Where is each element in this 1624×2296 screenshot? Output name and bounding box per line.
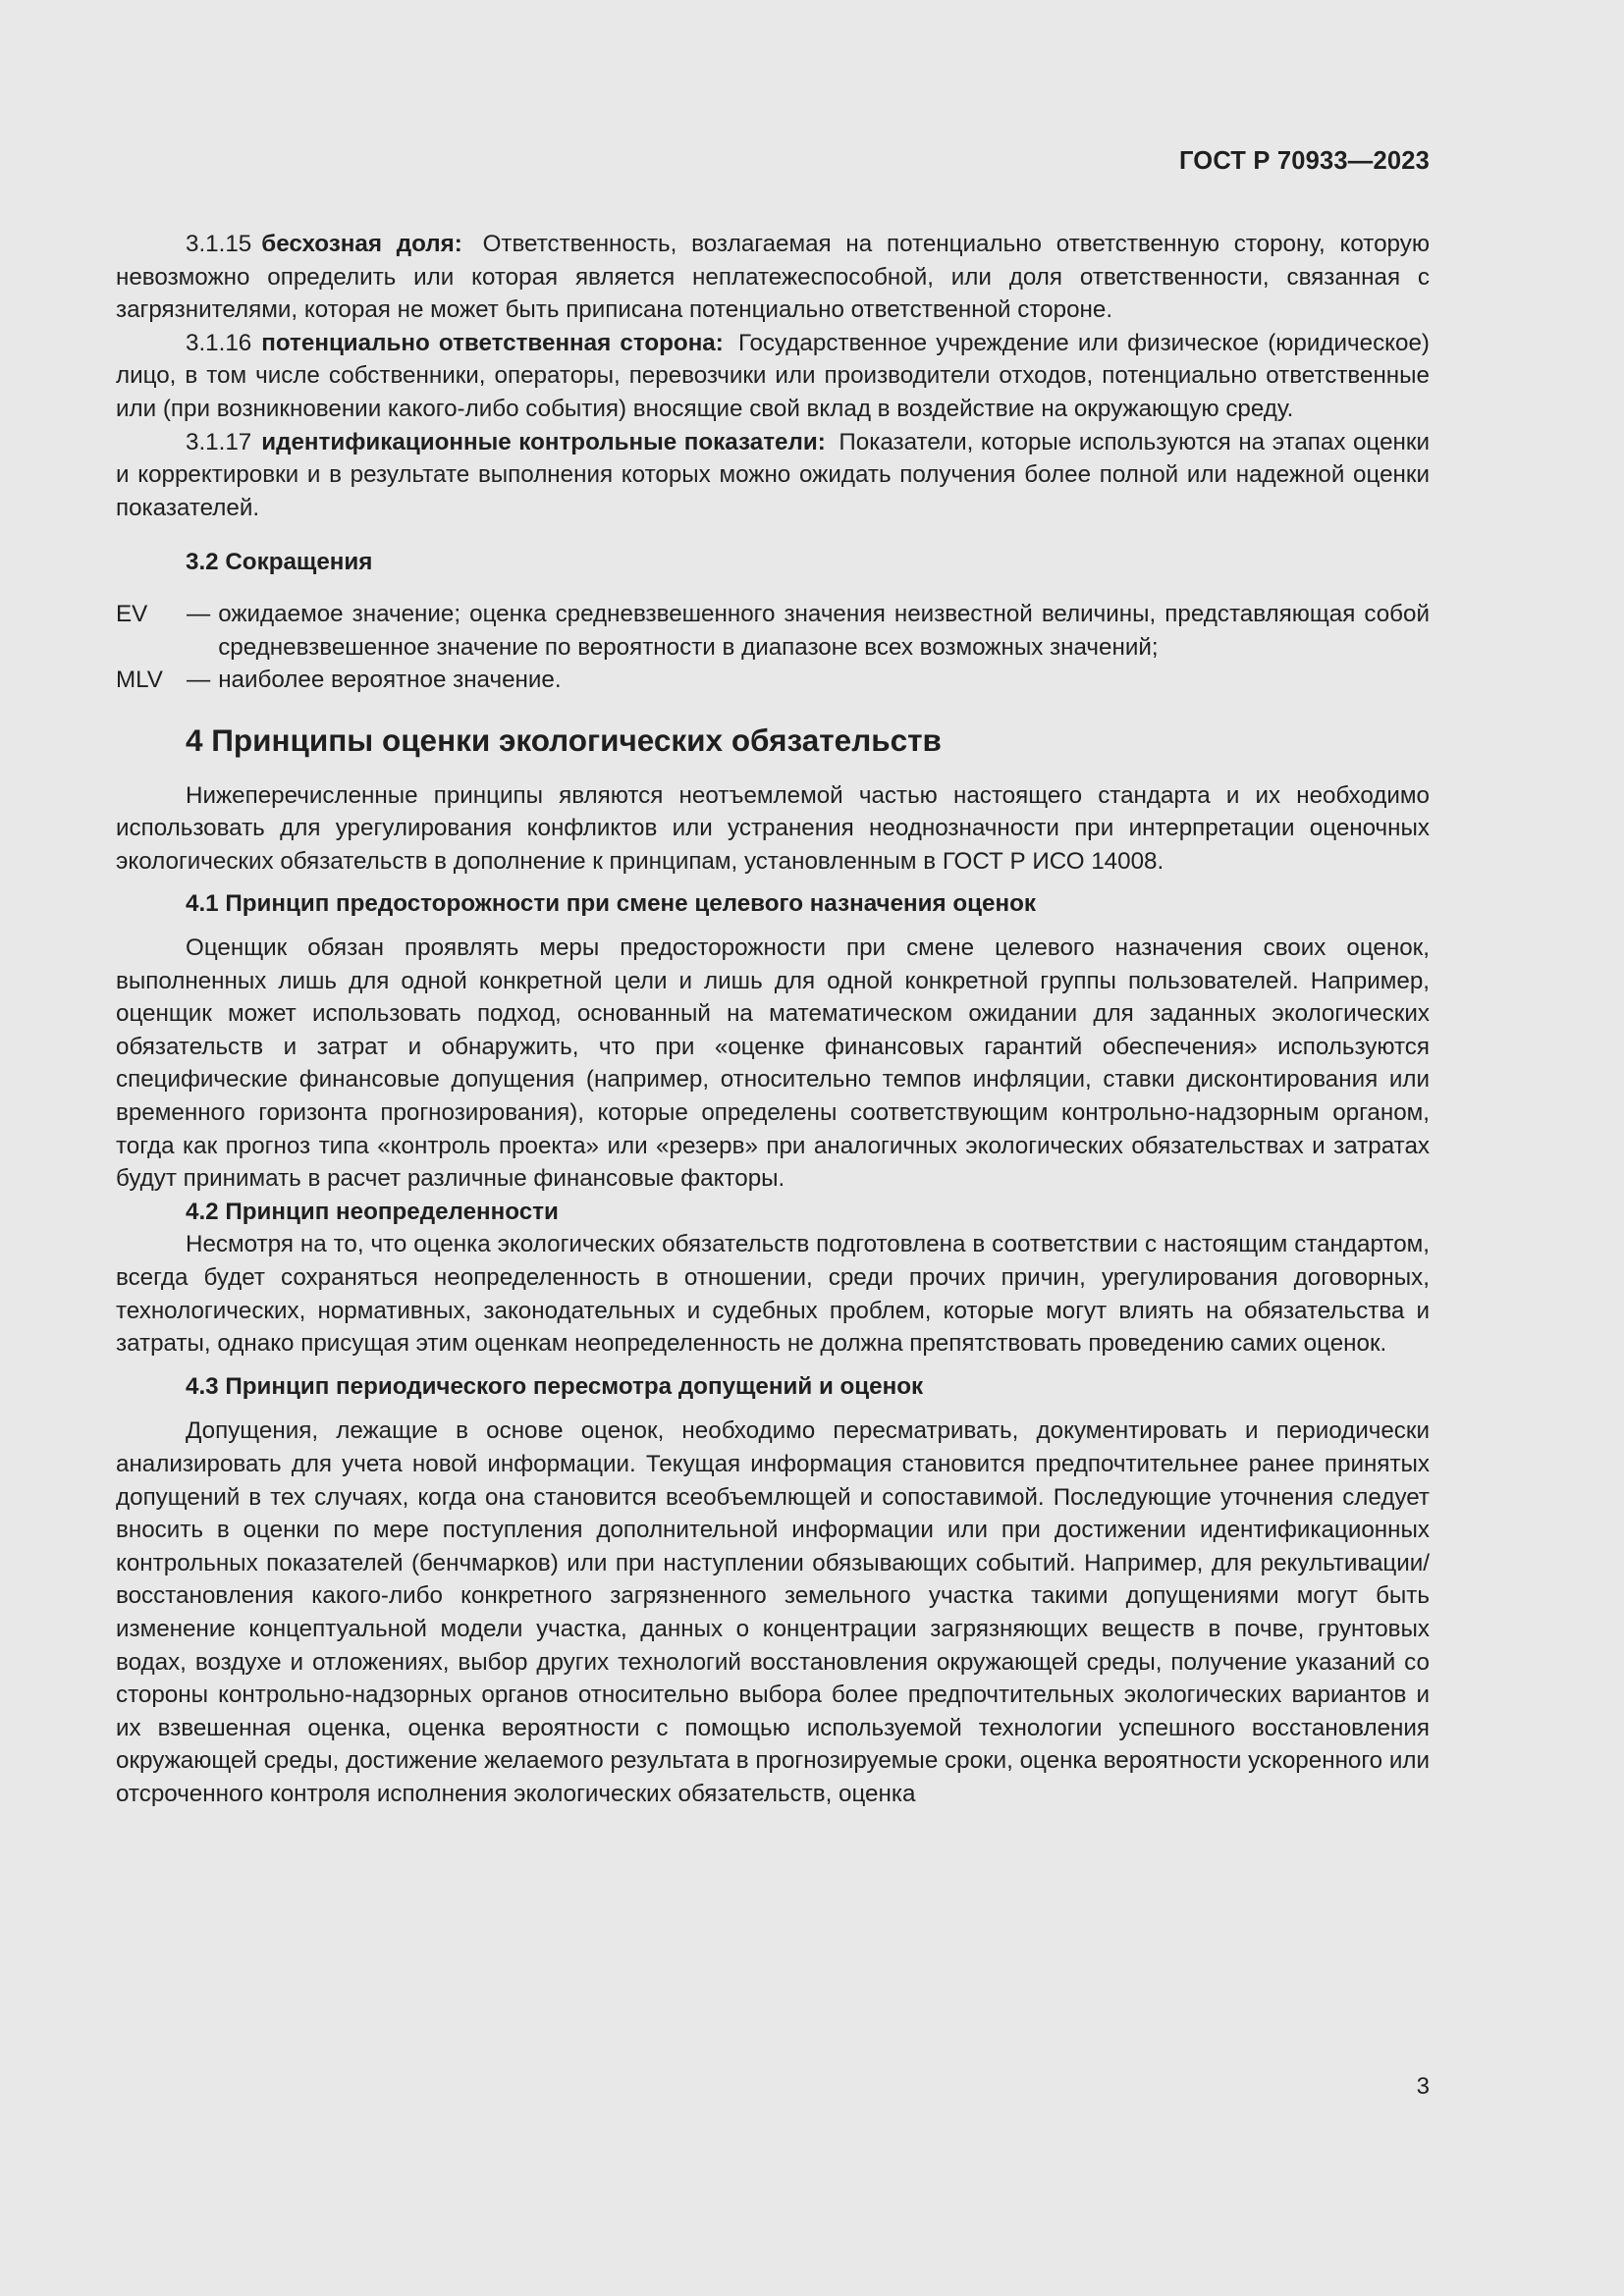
term-definition: Государственное учреждение или физическое (юридическое) лицо, в том числе собственники, операторы, перевозчики или производители отходов, потенциально ответственные или (при возникновении какого-либо события) вносящие свой вклад в воздействие на окружающую среду. [116,329,1430,422]
abbreviation-code: MLV [116,667,163,694]
section-heading-4-3: 4.3 Принцип периодического пересмотра допущений и оценок [186,1372,924,1400]
term-number: 3.1.15 [186,231,252,257]
section-4-1-text: Оценщик обязан проявлять меры предосторожности при смене целевого назначения своих оценок, выполненных лишь для одной конкретной цели и лишь для одной конкретной группы пользователей. Например, оценщик может использовать подход, основанный на математическом ожидании для заданных экологических обязательств и затрат и обнаружить, что при «оценке финансовых гарантий обеспечения» используются специфические финансовые допущения (например, относительно темпов инфляции, ставки дисконтирования или временного горизонта прогнозирования), которые определены соответствующим контрольно-надзорным органом, тогда как прогноз типа «контроль проекта» или «резерв» при аналогичных экологических обязательствах и затратах будут принимать в расчет различные финансовые факторы. [116,934,1430,1193]
term-definition: Ответственность, возлагаемая на потенциально ответственную сторону, которую невозможно определить или которая является неплатежеспособной, или доля ответственности, связанная с загрязнителями, которая не может быть приписана потенциально ответственной стороне. [116,231,1430,324]
term-name: бесхозная доля: [261,231,462,257]
page-content [116,228,1430,1811]
term-number: 3.1.17 [186,428,252,455]
term-name: идентификационные контрольные показатели: [261,428,826,455]
section-heading-4-2: 4.2 Принцип неопределенности [186,1198,559,1225]
abbreviation-definition: наиболее вероятное значение. [218,667,562,694]
abbreviation-definition: ожидаемое значение; оценка средневзвешенного значения неизвестной величины, представляющая собой средневзвешенное значение по вероятности в диапазоне всех возможных значений; [218,600,1430,661]
document-code: ГОСТ Р 70933—2023 [1178,147,1430,175]
section-4-2-text: Несмотря на то, что оценка экологических обязательств подготовлена в соответствии с настоящим стандартом, всегда будет сохраняться неопределенность в отношении, среди прочих причин, урегулирования договорных, технологических, нормативных, законодательных и судебных проблем, которые могут влиять на обязательства и затраты, однако присущая этим оценкам неопределенность не должна препятствовать проведению самих оценок. [116,1231,1430,1358]
abbreviation-item [116,664,1430,697]
term-name: потенциально ответственная сторона: [261,329,724,356]
term-entry [116,327,1430,426]
abbreviation-dash: — [187,600,211,627]
abbreviation-item [116,598,1430,664]
abbreviation-code: EV [116,600,148,627]
term-entry [116,228,1430,327]
section-4-3-text: Допущения, лежащие в основе оценок, необходимо пересматривать, документировать и периодически анализировать для учета новой информации. Текущая информация становится предпочтительнее ранее принятых допущений в тех случаях, когда она становится всеобъемлющей и сопоставимой. Последующие уточнения следует вносить в оценки по мере поступления дополнительной информации или при достижении идентификационных контрольных показателей (бенчмарков) или при наступлении обязывающих событий. Например, для рекультивации/восстановления какого-либо конкретного загрязненного земельного участка такими допущениями могут быть изменение концептуальной модели участка, данных о концентрации загрязняющих веществ в почве, грунтовых водах, воздухе и отложениях, выбор других технологий восстановления окружающей среды, получение указаний со стороны контрольно-надзорных органов относительно выбора более предпочтительных экологических вариантов и их взвешенная оценка, оценка вероятности с помощью используемой технологии успешного восстановления окружающей среды, достижение желаемого результата в прогнозируемые сроки, оценка вероятности ускоренного или отсроченного контроля исполнения экологических обязательств, оценка [116,1417,1430,1807]
section-heading-4-1: 4.1 Принцип предосторожности при смене целевого назначения оценок [186,889,1036,917]
term-number: 3.1.16 [186,329,252,356]
section-4-intro: Нижеперечисленные принципы являются неотъемлемой частью настоящего стандарта и их необходимо использовать для урегулирования конфликтов или устранения неоднозначности при интерпретации оценочных экологических обязательств в дополнение к принципам, установленным в ГОСТ Р ИСО 14008. [116,781,1430,875]
term-entry [116,426,1430,525]
page-number: 3 [1416,2073,1430,2100]
section-heading-4: 4 Принципы оценки экологических обязательств [186,721,942,758]
section-heading-3-2: 3.2 Сокращения [186,549,373,576]
term-definition: Показатели, которые используются на этапах оценки и корректировки и в результате выполнения которых можно ожидать получения более полной или надежной оценки показателей. [116,428,1430,521]
abbreviation-dash: — [187,667,211,694]
